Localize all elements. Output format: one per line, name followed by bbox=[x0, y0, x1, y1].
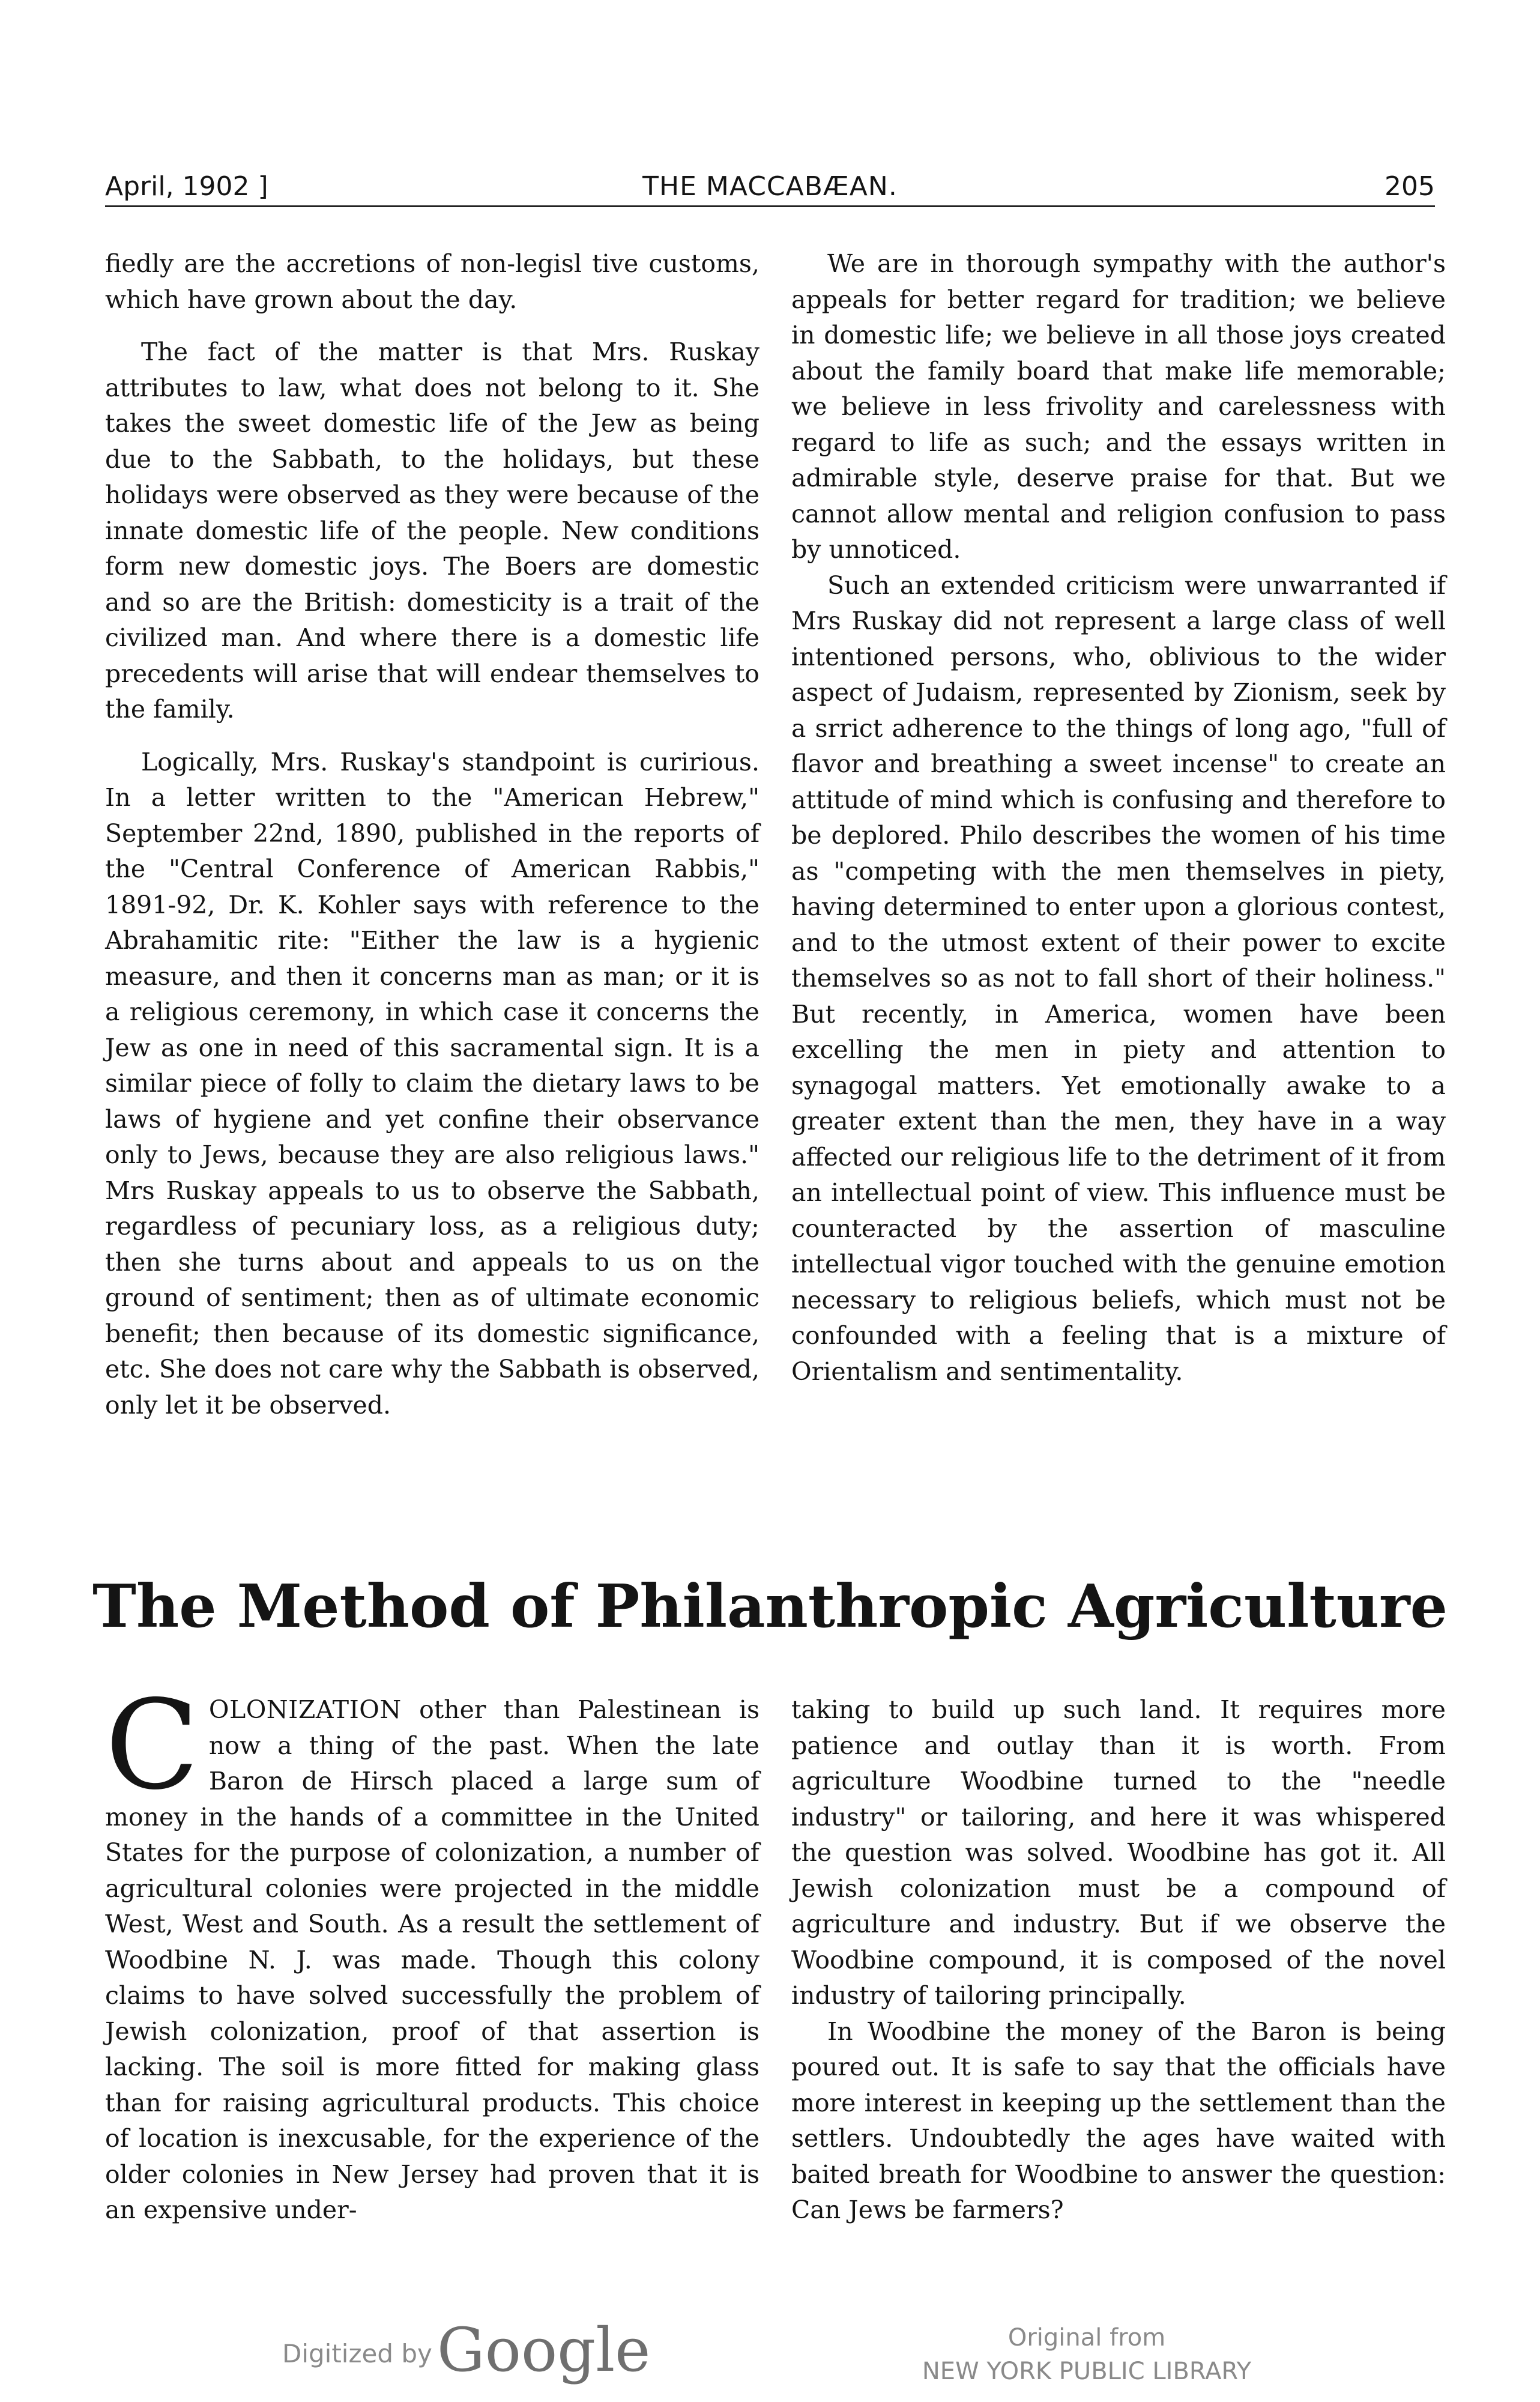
google-logo: Google bbox=[436, 2315, 651, 2385]
drop-cap: C bbox=[105, 1674, 199, 1817]
running-header bbox=[105, 163, 1435, 207]
paragraph-text: other than Palestinean is now a thing of the past. When the late Baron de Hirsch placed a large sum of money in the hands of a committee in the United States for the purpose of colonization, a number of agricultural colonies were projected in the middle West, West and South. As a result the settlement of Woodbine N. J. was made. Though this colony claims to have solved successfully the problem of Jewish colonization, proof of that assertion is lacking. The soil is more fitted for making glass than for raising agricultural products. This choice of location is inexcusable, for the experience of the older colonies in New Jersey had proven that it is an expensive under- bbox=[105, 1695, 759, 2224]
lead-caps: OLONIZATION bbox=[208, 1695, 402, 1724]
paragraph bbox=[105, 1674, 759, 2228]
digitized-by-label: Digitized by bbox=[282, 2339, 432, 2368]
top-right-column bbox=[791, 246, 1446, 1390]
page-number: 205 bbox=[1384, 171, 1435, 202]
issue-date: April, 1902 ] bbox=[105, 171, 268, 202]
top-left-column bbox=[105, 246, 759, 1423]
paragraph: fiedly are the accretions of non-legisl tive customs, which have grown about the day. bbox=[105, 249, 759, 314]
journal-title: THE MACCABÆAN. bbox=[642, 171, 898, 202]
bottom-right-column bbox=[791, 1692, 1446, 2228]
digitization-credit bbox=[282, 2315, 650, 2385]
paragraph: In Woodbine the money of the Baron is being poured out. It is safe to say that the officials have more interest in keeping up the settlement than the settlers. Undoubtedly the ages have waited with baited breath for Woodbine to answer the question: Can Jews be farmers? bbox=[791, 2016, 1446, 2224]
paragraph: The fact of the matter is that Mrs. Ruskay attributes to law, what does not belong to it. She takes the sweet domestic life of the Jew as being due to the Sabbath, to the holidays, but these holidays were observed as they were because of the innate domestic life of the people. New conditions form new domestic joys. The Boers are domestic and so are the British: domesticity is a trait of the civilized man. And where there is a domestic life precedents will arise that will endear themselves to the family. bbox=[105, 337, 759, 724]
paragraph: Logically, Mrs. Ruskay's standpoint is curirious. In a letter written to the "American Hebrew," September 22nd, 1890, published in the reports of the "Central Conference of American Rabbis," 1891-92, Dr. K. Kohler says with reference to the Abrahamitic rite: "Either the law is a hygienic measure, and then it concerns man as man; or it is a religious ceremony, in which case it concerns the Jew as one in need of this sacramental sign. It is a similar piece of folly to claim the dietary laws to be laws of hygiene and yet confine their observance only to Jews, because they are also religious laws." Mrs Ruskay appeals to us to observe the Sabbath, regardless of pecuniary loss, as a religious duty; then she turns about and appeals to us on the ground of sentiment; then as of ultimate economic benefit; then because of its domestic significance, etc. She does not care why the Sabbath is observed, only let it be observed. bbox=[105, 747, 759, 1420]
bottom-left-column bbox=[105, 1674, 759, 2228]
paragraph: taking to build up such land. It requires more patience and outlay than it is worth. From agriculture Woodbine turned to the "needle industry" or tailoring, and here it was whispered the question was solved. Woodbine has got it. All Jewish colonization must be a compound of agriculture and industry. But if we observe the Woodbine compound, it is composed of the novel industry of tailoring principally. bbox=[791, 1695, 1446, 2010]
paragraph: Such an extended criticism were unwarranted if Mrs Ruskay did not represent a large class of well intentioned persons, who, oblivious to the wider aspect of Judaism, represented by Zionism, seek by a srrict adherence to the things of long ago, "full of flavor and breathing a sweet incense" to create an attitude of mind which is confusing and therefore to be deplored. Philo describes the women of his time as "competing with the men themselves in piety, having determined to enter upon a glorious contest, and to the utmost extent of their power to excite themselves so as not to fall short of their holiness." But recently, in America, women have been excelling the men in piety and attention to synagogal matters. Yet emotionally awake to a greater extent than the men, they have in a way affected our religious life to the detriment of it from an intellectual point of view. This influence must be counteracted by the assertion of masculine intellectual vigor touched with the genuine emotion necessary to religious beliefs, which must not be confounded with a feeling that is a mixture of Orientalism and sentimentality. bbox=[791, 570, 1446, 1386]
original-from-label: Original from bbox=[1007, 2324, 1166, 2352]
article-title: The Method of Philanthropic Agriculture bbox=[92, 1572, 1448, 1641]
paragraph: We are in thorough sympathy with the author's appeals for better regard for tradition; we believe in domestic life; we believe in all those joys created about the family board that make life memorable; we believe in less frivolity and carelessness with regard to life as such; and the essays written in admirable style, deserve praise for that. But we cannot allow mental and religion confusion to pass by unnoticed. bbox=[791, 249, 1446, 564]
library-name: NEW YORK PUBLIC LIBRARY bbox=[922, 2358, 1252, 2385]
source-credit bbox=[901, 2321, 1273, 2388]
